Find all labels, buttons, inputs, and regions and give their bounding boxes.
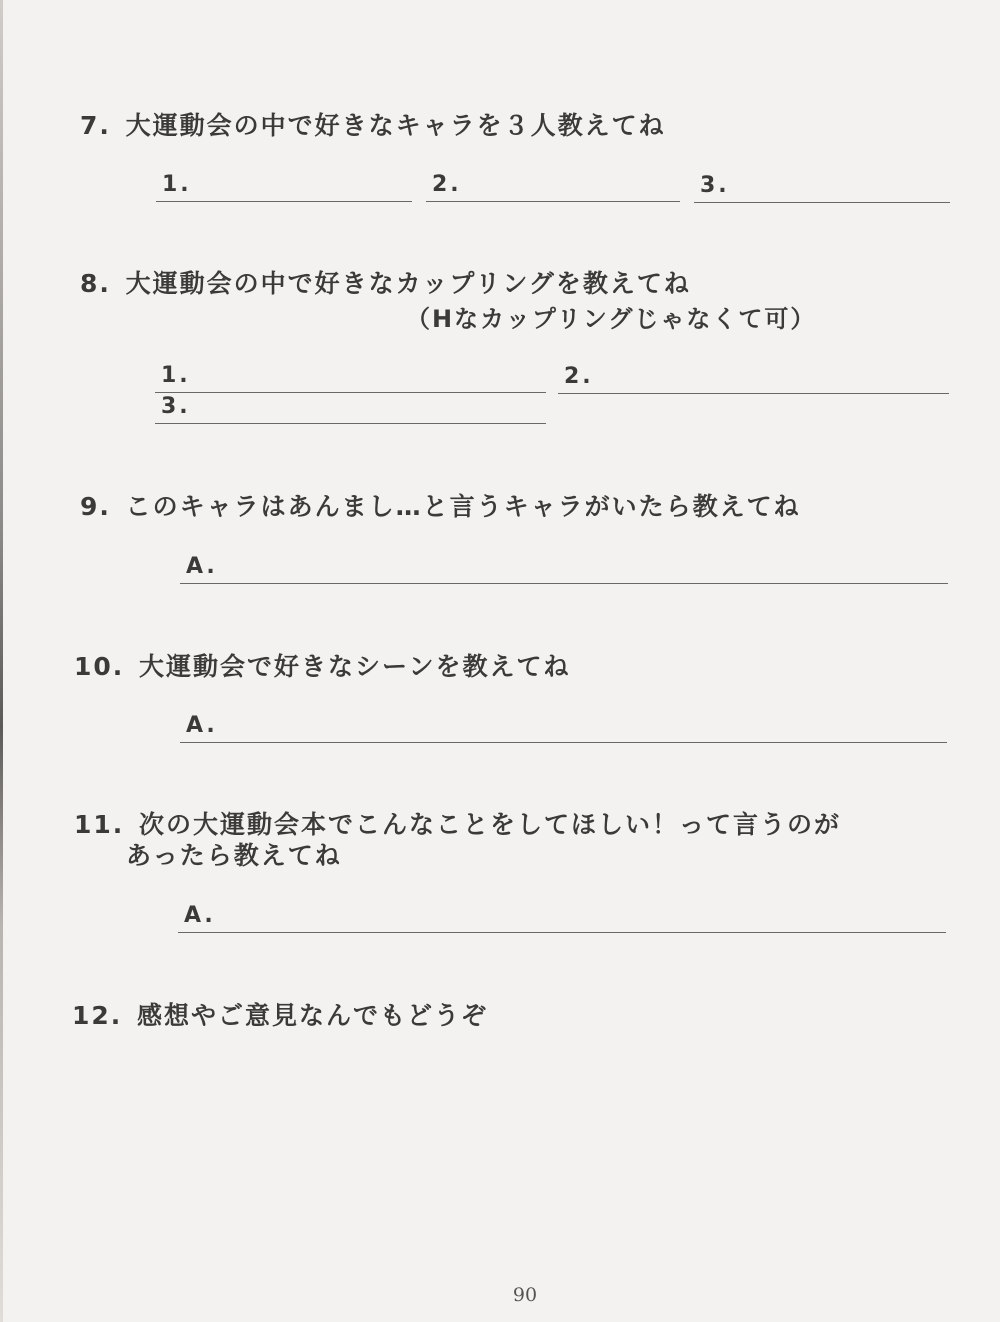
page-number: 90 [512, 1284, 538, 1306]
q10-answer-label: A. [186, 713, 218, 738]
question-11-continued [126, 836, 342, 872]
q8-answer-1-field[interactable] [155, 362, 546, 393]
question-10-text: 大運動会で好きなシーンを教えてね [139, 652, 571, 681]
question-7-number: 7. [80, 111, 111, 140]
question-12 [72, 996, 488, 1032]
q9-answer-label: A. [186, 554, 218, 579]
q7-answer-2-field[interactable] [426, 171, 680, 202]
page-edge [0, 0, 3, 1322]
q11-answer-label: A. [184, 903, 216, 928]
question-8-note: （Hなカップリングじゃなくて可） [406, 305, 817, 333]
question-9-number: 9. [80, 492, 111, 521]
q8-answer-3-label: 3. [161, 394, 191, 419]
question-8 [80, 264, 691, 300]
question-8-number: 8. [80, 269, 111, 298]
question-9-text: このキャラはあんまし…と言うキャラがいたら教えてね [125, 492, 801, 521]
question-11-text-line2: あったら教えてね [126, 841, 342, 870]
q8-answer-1-label: 1. [161, 363, 191, 388]
question-7 [80, 106, 666, 142]
question-9 [80, 487, 801, 523]
question-7-text: 大運動会の中で好きなキャラを３人教えてね [125, 111, 666, 140]
q10-answer-field[interactable] [180, 712, 947, 743]
question-12-text: 感想やご意見なんでもどうぞ [137, 1001, 489, 1030]
q11-answer-field[interactable] [178, 902, 946, 933]
q7-answer-2-label: 2. [432, 172, 462, 197]
question-10 [74, 647, 571, 683]
question-8-text: 大運動会の中で好きなカップリングを教えてね [125, 269, 691, 298]
q7-answer-3-label: 3. [700, 173, 730, 198]
q9-answer-field[interactable] [180, 553, 948, 584]
q8-answer-3-field[interactable] [155, 393, 546, 424]
q7-answer-1-field[interactable] [156, 171, 412, 202]
question-12-number: 12. [72, 1001, 123, 1030]
question-11-number: 11. [74, 810, 125, 839]
question-10-number: 10. [74, 652, 125, 681]
q7-answer-1-label: 1. [162, 172, 192, 197]
q8-answer-2-field[interactable] [558, 363, 949, 394]
q8-answer-2-label: 2. [564, 364, 594, 389]
question-11-text-line1: 次の大運動会本でこんなことをしてほしい！って言うのが [139, 810, 842, 839]
q7-answer-3-field[interactable] [694, 172, 950, 203]
